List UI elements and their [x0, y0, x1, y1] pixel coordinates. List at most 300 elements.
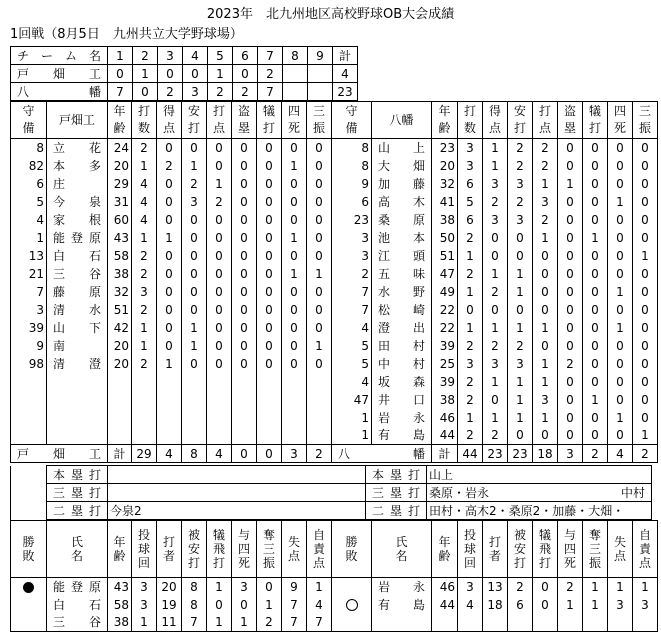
- batter-stat: 3: [483, 175, 508, 193]
- right-hits: [427, 484, 652, 502]
- batter-stat: 0: [558, 229, 583, 247]
- batter-name: 田村: [372, 337, 432, 355]
- scoreboard-header: [11, 47, 358, 65]
- batter-name: 本多: [47, 157, 108, 175]
- stat-header: 与 四 死: [558, 521, 583, 578]
- pitcher-stat: 7: [282, 596, 307, 614]
- batter-stat: 3: [458, 355, 483, 373]
- inning-header-8: 8: [283, 47, 308, 65]
- team-total: 23: [333, 83, 358, 101]
- batter-stat: 0: [508, 301, 533, 319]
- batter-stat: 1: [533, 229, 558, 247]
- batter-stat: 0: [207, 319, 232, 337]
- team-total-stat: 8: [182, 445, 207, 463]
- batter-stat: 1: [583, 229, 608, 247]
- batter-stat: 0: [257, 265, 282, 283]
- batter-stat: 0: [633, 193, 658, 211]
- batter-stat: 0: [483, 247, 508, 265]
- inning-header-5: 5: [208, 47, 233, 65]
- batter-stat: 0: [182, 283, 207, 301]
- batter-stat: 1: [508, 319, 533, 337]
- pitching-row: [11, 596, 658, 614]
- batter-name: 今泉: [47, 193, 108, 211]
- batter-stat: 0: [282, 247, 307, 265]
- team-total: 4: [333, 65, 358, 83]
- hit-row: [11, 502, 652, 520]
- batting-row: [11, 211, 658, 229]
- batter-stat: 0: [307, 283, 332, 301]
- team-name: 八幡: [11, 83, 108, 101]
- pitcher-stat: 0: [533, 578, 558, 596]
- pitcher-stat: 11: [157, 614, 182, 632]
- batter-stat: 0: [157, 247, 182, 265]
- batter-stat: 2: [132, 265, 157, 283]
- batter-stat: 0: [483, 301, 508, 319]
- stat-header: 三 振: [633, 102, 658, 139]
- empty-cell: [11, 484, 47, 502]
- pitcher-name: 岩永: [372, 578, 432, 596]
- pitcher-stat: 13: [483, 578, 508, 596]
- age-header: 年 齢: [432, 102, 458, 139]
- empty-cell: [458, 614, 483, 632]
- batting-row: [11, 373, 658, 391]
- batter-stat: 1: [182, 337, 207, 355]
- stat-header: 犠 飛 打: [533, 521, 558, 578]
- inning-score: [283, 83, 308, 101]
- batter-stat: 0: [207, 301, 232, 319]
- batter-stat: 0: [633, 355, 658, 373]
- empty-cell: [282, 391, 307, 409]
- batter-stat: 3: [508, 211, 533, 229]
- batter-stat: 0: [558, 373, 583, 391]
- batter-stat: 0: [182, 265, 207, 283]
- batter-position: 4: [11, 211, 47, 229]
- batter-stat: 0: [583, 283, 608, 301]
- right-hit-players: 田村・高木2・桑原2・加藤・大畑・: [429, 503, 625, 518]
- pitcher-stat: 1: [132, 614, 157, 632]
- batter-stat: 0: [257, 247, 282, 265]
- batter-stat: 2: [508, 139, 533, 157]
- batter-stat: 1: [558, 175, 583, 193]
- empty-cell: [332, 614, 372, 632]
- pitcher-stat: 0: [533, 596, 558, 614]
- batter-stat: 1: [282, 157, 307, 175]
- scoreboard: [10, 46, 358, 101]
- batter-stat: 0: [232, 337, 257, 355]
- batter-position: 3: [332, 247, 372, 265]
- empty-cell: [11, 391, 47, 409]
- batter-position: 5: [332, 355, 372, 373]
- pitcher-age: 43: [108, 578, 132, 596]
- batter-age: 24: [108, 139, 132, 157]
- batter-stat: 0: [307, 157, 332, 175]
- batter-stat: 0: [633, 229, 658, 247]
- team-name: 戸畑工: [11, 65, 108, 83]
- pos-header: 守 備: [11, 102, 47, 139]
- pitcher-stat: 1: [633, 578, 658, 596]
- batter-stat: 1: [533, 355, 558, 373]
- batter-stat: 0: [157, 175, 182, 193]
- batting-row: [11, 319, 658, 337]
- pitcher-stat: 3: [633, 596, 658, 614]
- batter-stat: 0: [583, 247, 608, 265]
- batter-age: 38: [108, 265, 132, 283]
- batter-age: 32: [108, 283, 132, 301]
- batter-position: 4: [332, 373, 372, 391]
- pitcher-age: 58: [108, 596, 132, 614]
- batter-name: 清水: [47, 301, 108, 319]
- stat-header: 四 死: [282, 102, 307, 139]
- empty-cell: [207, 427, 232, 445]
- batter-stat: 2: [182, 175, 207, 193]
- pitcher-stat: 3: [608, 596, 633, 614]
- batting-row: [11, 283, 658, 301]
- stat-header: 投 球 回: [458, 521, 483, 578]
- stat-header: 自 責 点: [633, 521, 658, 578]
- empty-cell: [508, 614, 533, 632]
- inning-score: 2: [233, 83, 258, 101]
- batter-stat: 2: [157, 157, 182, 175]
- empty-cell: [232, 373, 257, 391]
- batter-age: 58: [108, 247, 132, 265]
- empty-cell: [583, 614, 608, 632]
- batter-stat: 0: [282, 193, 307, 211]
- batter-stat: 3: [483, 211, 508, 229]
- batter-stat: 2: [483, 193, 508, 211]
- pos-header: 守 備: [332, 102, 372, 139]
- batter-stat: 5: [458, 193, 483, 211]
- batter-position: 1: [332, 409, 372, 427]
- empty-cell: [207, 409, 232, 427]
- batter-stat: 0: [257, 337, 282, 355]
- empty-cell: [182, 373, 207, 391]
- batter-position: 3: [332, 229, 372, 247]
- batter-stat: 0: [232, 193, 257, 211]
- batter-stat: 0: [558, 319, 583, 337]
- batter-stat: 1: [633, 427, 658, 445]
- batter-stat: 0: [558, 337, 583, 355]
- pitcher-name: 白石: [47, 596, 108, 614]
- batter-age: 60: [108, 211, 132, 229]
- batter-stat: 0: [207, 355, 232, 373]
- right-hits: [427, 502, 652, 520]
- batter-stat: 0: [608, 175, 633, 193]
- batter-age: 46: [432, 409, 458, 427]
- age-header: 年 齢: [432, 521, 458, 578]
- batter-stat: 0: [257, 139, 282, 157]
- batter-stat: 0: [257, 319, 282, 337]
- inning-header-3: 3: [158, 47, 183, 65]
- batter-name: 高木: [372, 193, 432, 211]
- empty-cell: [633, 614, 658, 632]
- batter-stat: 3: [508, 175, 533, 193]
- empty-cell: [282, 373, 307, 391]
- stat-header: 安 打: [182, 102, 207, 139]
- batter-stat: 0: [558, 265, 583, 283]
- inning-score: 2: [158, 83, 183, 101]
- batter-age: 32: [432, 175, 458, 193]
- batter-age: 44: [432, 427, 458, 445]
- empty-cell: [257, 409, 282, 427]
- batter-stat: 0: [257, 175, 282, 193]
- batter-age: 47: [432, 265, 458, 283]
- batting-box-score: [10, 101, 658, 463]
- batter-name: 白石: [47, 247, 108, 265]
- batter-stat: 1: [458, 283, 483, 301]
- batter-position: 23: [332, 211, 372, 229]
- empty-cell: [207, 373, 232, 391]
- batter-stat: 0: [608, 373, 633, 391]
- batter-name: 清澄: [47, 355, 108, 373]
- batter-name: 加藤: [372, 175, 432, 193]
- batter-stat: 0: [282, 211, 307, 229]
- batter-stat: 1: [157, 355, 182, 373]
- inning-score: 1: [208, 65, 233, 83]
- batter-age: 25: [432, 355, 458, 373]
- stat-header: 犠 打: [257, 102, 282, 139]
- batter-name: 澄出: [372, 319, 432, 337]
- empty-cell: [232, 427, 257, 445]
- inning-score: 0: [183, 65, 208, 83]
- left-hits: 今泉2: [108, 502, 366, 520]
- batter-name: 能登原: [47, 229, 108, 247]
- stat-header: 打 者: [157, 521, 182, 578]
- batter-stat: 0: [257, 283, 282, 301]
- empty-cell: [157, 373, 182, 391]
- batter-stat: 0: [157, 319, 182, 337]
- batter-stat: 0: [157, 193, 182, 211]
- batter-age: 20: [108, 157, 132, 175]
- batting-row: [11, 265, 658, 283]
- batter-stat: 2: [458, 265, 483, 283]
- batter-stat: 0: [608, 355, 633, 373]
- batter-age: 49: [432, 283, 458, 301]
- batter-stat: 0: [307, 229, 332, 247]
- batter-stat: 2: [508, 193, 533, 211]
- batter-stat: 1: [533, 373, 558, 391]
- batting-row: [11, 301, 658, 319]
- inning-header-9: 9: [308, 47, 333, 65]
- left-team-name: 戸畑工: [47, 102, 108, 139]
- batter-stat: 1: [508, 391, 533, 409]
- pitcher-stat: 4: [307, 596, 332, 614]
- pitcher-stat: 1: [207, 614, 232, 632]
- empty-cell: [132, 409, 157, 427]
- batter-stat: 0: [558, 283, 583, 301]
- batter-stat: 0: [583, 157, 608, 175]
- result-header: 勝 敗: [11, 521, 47, 578]
- empty-cell: [108, 409, 132, 427]
- empty-cell: [257, 373, 282, 391]
- name-header: 氏 名: [47, 521, 108, 578]
- batter-stat: 0: [157, 337, 182, 355]
- stat-header: 得 点: [483, 102, 508, 139]
- stat-header: 奪 三 振: [583, 521, 608, 578]
- empty-cell: [47, 409, 108, 427]
- total-label: 計: [432, 445, 458, 463]
- right-hits: [427, 466, 652, 484]
- batter-stat: 0: [232, 301, 257, 319]
- pitcher-stat: 6: [508, 596, 533, 614]
- pitcher-stat: 20: [157, 578, 182, 596]
- batter-stat: 1: [157, 229, 182, 247]
- batter-age: 39: [432, 337, 458, 355]
- batter-stat: 1: [608, 283, 633, 301]
- batter-stat: 2: [207, 193, 232, 211]
- name-header: 氏 名: [372, 521, 432, 578]
- batter-stat: 1: [282, 265, 307, 283]
- batter-stat: 0: [583, 301, 608, 319]
- stat-header: 打 数: [132, 102, 157, 139]
- team-total-stat: 23: [483, 445, 508, 463]
- batter-position: 6: [11, 175, 47, 193]
- pitcher-name: 三谷: [47, 614, 108, 632]
- empty-cell: [307, 373, 332, 391]
- batter-age: 20: [108, 337, 132, 355]
- empty-cell: [157, 391, 182, 409]
- batter-stat: 3: [458, 157, 483, 175]
- batter-stat: 4: [132, 193, 157, 211]
- hit-type-label: 三塁打: [47, 484, 108, 502]
- batter-stat: 0: [583, 139, 608, 157]
- batter-stat: 0: [157, 211, 182, 229]
- batter-stat: 0: [583, 355, 608, 373]
- empty-cell: [157, 409, 182, 427]
- batter-position: 98: [11, 355, 47, 373]
- stat-header: 自 責 点: [307, 521, 332, 578]
- empty-cell: [182, 427, 207, 445]
- stat-header: 打 点: [207, 102, 232, 139]
- empty-cell: [257, 427, 282, 445]
- team-total-stat: 0: [232, 445, 257, 463]
- inning-header-4: 4: [183, 47, 208, 65]
- pitcher-age: 44: [432, 596, 458, 614]
- empty-cell: [108, 391, 132, 409]
- batter-stat: 1: [608, 319, 633, 337]
- empty-cell: [257, 391, 282, 409]
- empty-cell: [47, 373, 108, 391]
- batter-position: 9: [11, 337, 47, 355]
- batter-age: 42: [108, 319, 132, 337]
- batter-stat: 0: [232, 175, 257, 193]
- hit-row: [11, 466, 652, 484]
- batter-name: 山下: [47, 319, 108, 337]
- batter-stat: 0: [207, 139, 232, 157]
- batter-age: 38: [432, 391, 458, 409]
- batter-position: 8: [332, 157, 372, 175]
- batter-position: 5: [332, 337, 372, 355]
- hit-type-label: 三塁打: [366, 484, 427, 502]
- batter-stat: 2: [533, 139, 558, 157]
- batter-stat: 2: [483, 427, 508, 445]
- batter-stat: 3: [483, 355, 508, 373]
- batter-stat: 0: [157, 301, 182, 319]
- batter-stat: 0: [583, 319, 608, 337]
- batter-stat: 0: [207, 265, 232, 283]
- batter-stat: 0: [583, 409, 608, 427]
- batter-stat: 0: [533, 247, 558, 265]
- age-header: 年 齢: [108, 521, 132, 578]
- hit-type-label: 二塁打: [47, 502, 108, 520]
- batter-age: 29: [108, 175, 132, 193]
- batter-stat: 1: [508, 373, 533, 391]
- batter-stat: 0: [232, 247, 257, 265]
- team-total-stat: 2: [307, 445, 332, 463]
- batter-stat: 0: [282, 283, 307, 301]
- batter-stat: 0: [232, 139, 257, 157]
- batter-position: 4: [332, 319, 372, 337]
- batter-stat: 1: [633, 247, 658, 265]
- batting-row: [11, 409, 658, 427]
- inning-score: 0: [108, 65, 133, 83]
- stat-header: 奪 三 振: [257, 521, 282, 578]
- empty-cell: [11, 409, 47, 427]
- team-total-stat: 3: [558, 445, 583, 463]
- empty-cell: [307, 427, 332, 445]
- pitching-row: [11, 614, 658, 632]
- batter-stat: 0: [533, 265, 558, 283]
- empty-cell: [372, 614, 432, 632]
- batter-position: 1: [332, 427, 372, 445]
- batter-stat: 2: [483, 337, 508, 355]
- empty-cell: [533, 614, 558, 632]
- left-team-total-name: 戸畑工: [11, 445, 108, 463]
- stat-header: 失 点: [608, 521, 633, 578]
- batter-stat: 2: [508, 337, 533, 355]
- batter-stat: 1: [608, 193, 633, 211]
- batter-stat: 0: [633, 175, 658, 193]
- batter-stat: 0: [307, 319, 332, 337]
- batting-row: [11, 229, 658, 247]
- batter-age: 43: [108, 229, 132, 247]
- batter-stat: 1: [508, 409, 533, 427]
- inning-score: 7: [108, 83, 133, 101]
- batter-stat: 0: [458, 301, 483, 319]
- right-team-total-name: 八幡: [332, 445, 432, 463]
- loss-mark-icon: [346, 599, 358, 611]
- team-total-stat: 2: [633, 445, 658, 463]
- batter-name: 池本: [372, 229, 432, 247]
- team-total-stat: 4: [207, 445, 232, 463]
- batter-stat: 0: [182, 229, 207, 247]
- batter-age: 38: [432, 211, 458, 229]
- batter-stat: 0: [583, 427, 608, 445]
- batter-stat: 0: [207, 337, 232, 355]
- pitcher-stat: 1: [583, 596, 608, 614]
- batter-stat: 2: [132, 355, 157, 373]
- batter-name: 水野: [372, 283, 432, 301]
- team-total-stat: 3: [282, 445, 307, 463]
- batter-stat: 0: [633, 409, 658, 427]
- batter-stat: 0: [307, 139, 332, 157]
- batter-stat: 3: [132, 283, 157, 301]
- team-total-stat: 2: [583, 445, 608, 463]
- pitcher-stat: 3: [458, 578, 483, 596]
- inning-score: [308, 83, 333, 101]
- stat-header: 打 者: [483, 521, 508, 578]
- batter-stat: 0: [633, 139, 658, 157]
- batter-stat: 0: [533, 301, 558, 319]
- batter-stat: 2: [558, 355, 583, 373]
- batter-stat: 0: [207, 229, 232, 247]
- batter-position: 3: [11, 301, 47, 319]
- batter-name: 家根: [47, 211, 108, 229]
- empty-cell: [232, 391, 257, 409]
- batter-position: 8: [332, 139, 372, 157]
- batting-row: [11, 337, 658, 355]
- pitcher-stat: 2: [558, 578, 583, 596]
- empty-cell: [307, 409, 332, 427]
